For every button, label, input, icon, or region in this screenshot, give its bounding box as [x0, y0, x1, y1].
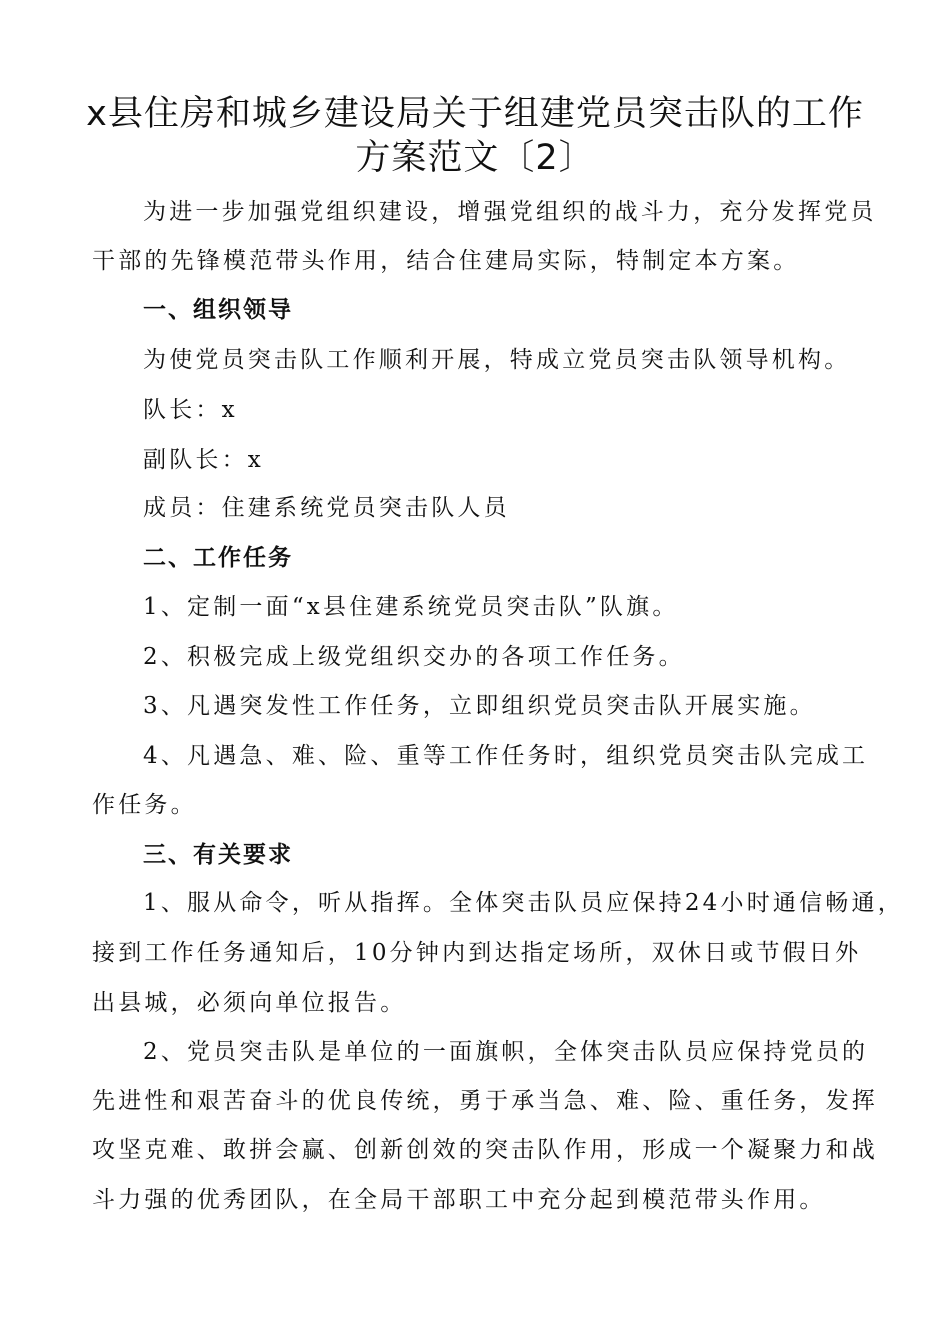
section3-heading: 三、有关要求	[143, 842, 293, 868]
task-item-4-line2: 作任务。	[92, 792, 197, 818]
document-title-line1: x县住房和城乡建设局关于组建党员突击队的工作	[86, 94, 864, 134]
section1-heading: 一、组织领导	[143, 297, 293, 323]
intro-line1: 为进一步加强党组织建设，增强党组织的战斗力，充分发挥党员	[143, 199, 877, 225]
task-item-3: 3、凡遇突发性工作任务，立即组织党员突击队开展实施。	[143, 693, 816, 719]
section2-heading: 二、工作任务	[143, 545, 293, 571]
requirement-1-line3: 出县城，必须向单位报告。	[92, 990, 407, 1016]
requirement-1-line2: 接到工作任务通知后，10分钟内到达指定场所，双休日或节假日外	[92, 940, 862, 966]
leader-line: 队长：x	[143, 397, 238, 423]
members-line: 成员：住建系统党员突击队人员	[143, 495, 510, 521]
requirement-1-line1: 1、服从命令，听从指挥。全体突击队员应保持24小时通信畅通，	[143, 890, 904, 916]
requirement-2-line4: 斗力强的优秀团队，在全局干部职工中充分起到模范带头作用。	[92, 1187, 826, 1213]
task-item-4-line1: 4、凡遇急、难、险、重等工作任务时，组织党员突击队完成工	[143, 743, 869, 769]
intro-line2: 干部的先锋模范带头作用，结合住建局实际，特制定本方案。	[92, 248, 800, 274]
task-item-1: 1、定制一面“x县住建系统党员突击队”队旗。	[143, 594, 679, 620]
deputy-leader-line: 副队长：x	[143, 447, 264, 473]
requirement-2-line2: 先进性和艰苦奋斗的优良传统，勇于承当急、难、险、重任务，发挥	[92, 1088, 878, 1114]
document-title-line2: 方案范文〔2〕	[355, 138, 595, 178]
section1-paragraph: 为使党员突击队工作顺利开展，特成立党员突击队领导机构。	[143, 347, 851, 373]
requirement-2-line3: 攻坚克难、敢拼会赢、创新创效的突击队作用，形成一个凝聚力和战	[92, 1137, 878, 1163]
task-item-2: 2、积极完成上级党组织交办的各项工作任务。	[143, 644, 685, 670]
requirement-2-line1: 2、党员突击队是单位的一面旗帜，全体突击队员应保持党员的	[143, 1039, 869, 1065]
